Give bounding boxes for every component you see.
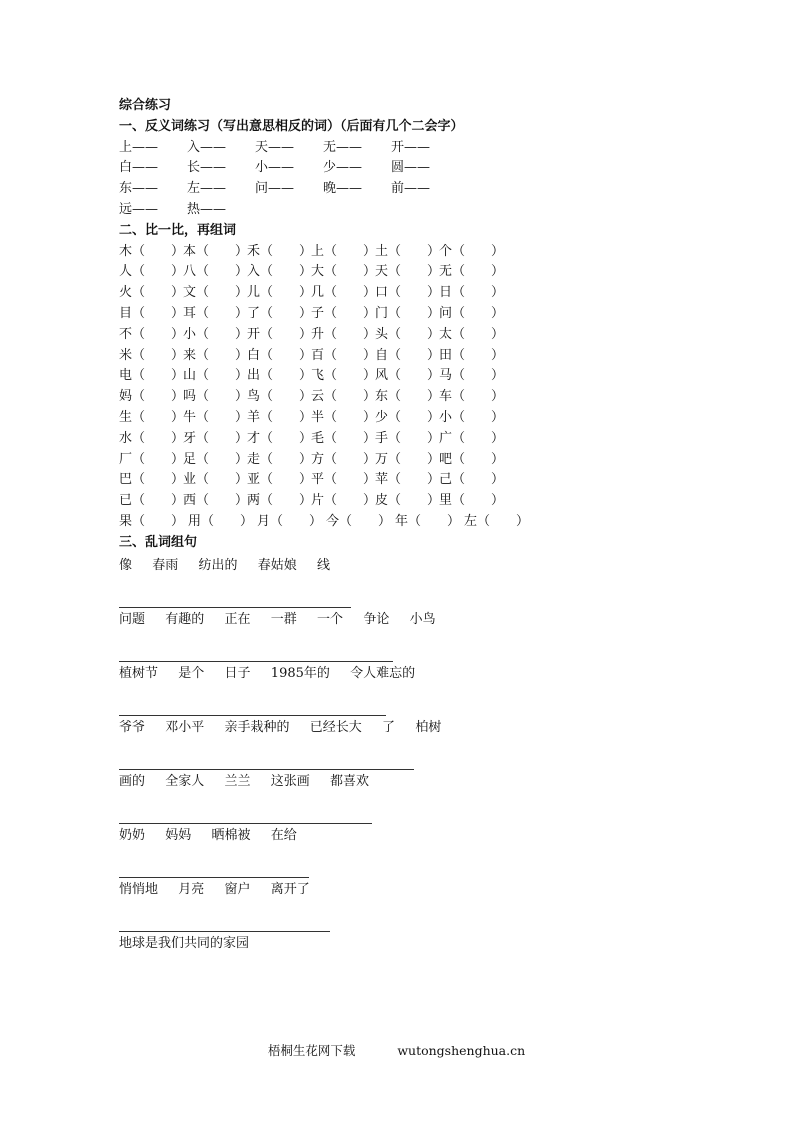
answer-underline: [119, 931, 330, 932]
compare-item[interactable]: 田（ ）: [439, 347, 505, 363]
antonym-item[interactable]: 上——: [119, 139, 159, 155]
antonym-row: [119, 158, 719, 179]
compare-row: [119, 262, 719, 283]
scrambled-sentence: 植树节 是个 日子 1985年的 令人难忘的: [119, 665, 416, 681]
answer-line[interactable]: [119, 738, 719, 770]
section2-heading: 二、比一比，再组词: [119, 222, 237, 238]
answer-underline: [119, 877, 309, 878]
compare-item[interactable]: 半（ ）: [311, 409, 377, 425]
compare-item[interactable]: 升（ ）: [311, 326, 377, 342]
compare-item[interactable]: 个（ ）: [439, 243, 505, 259]
antonym-item[interactable]: 圆——: [391, 160, 431, 176]
answer-line[interactable]: [119, 846, 719, 878]
compare-item[interactable]: 平（ ）: [311, 472, 377, 488]
compare-item[interactable]: 儿（ ）: [247, 285, 313, 301]
compare-item[interactable]: 自（ ）: [375, 347, 441, 363]
antonym-item[interactable]: 晚——: [323, 181, 363, 197]
compare-item[interactable]: 风（ ）: [375, 368, 441, 384]
compare-item[interactable]: 土（ ）: [375, 243, 441, 259]
compare-item[interactable]: 入（ ）: [247, 264, 313, 280]
compare-item[interactable]: 电（ ）: [119, 368, 185, 384]
compare-item[interactable]: 牙（ ）: [183, 430, 249, 446]
compare-item[interactable]: 太（ ）: [439, 326, 505, 342]
compare-item[interactable]: 吗（ ）: [183, 389, 249, 405]
compare-item[interactable]: 上（ ）: [311, 243, 377, 259]
compare-item[interactable]: 少（ ）: [375, 409, 441, 425]
compare-item[interactable]: 西（ ）: [183, 493, 249, 509]
compare-row: [119, 283, 719, 304]
compare-item[interactable]: 业（ ）: [183, 472, 249, 488]
section3-heading: 三、乱词组句: [119, 534, 198, 550]
answer-line[interactable]: [119, 630, 719, 662]
compare-item[interactable]: 文（ ）: [183, 285, 249, 301]
compare-item[interactable]: 木（ ）: [119, 243, 185, 259]
answer-line[interactable]: [119, 684, 719, 716]
antonym-item[interactable]: 小——: [255, 160, 295, 176]
compare-row: [119, 387, 719, 408]
antonym-item[interactable]: 热——: [187, 201, 227, 217]
compare-item[interactable]: 左（ ）: [464, 513, 530, 529]
antonym-item[interactable]: 少——: [323, 160, 363, 176]
compare-item[interactable]: 天（ ）: [375, 264, 441, 280]
scrambled-sentence: 画的 全家人 兰兰 这张画 都喜欢: [119, 773, 370, 789]
antonym-item[interactable]: 远——: [119, 201, 159, 217]
compare-item[interactable]: 今（ ）: [326, 513, 392, 529]
compare-item[interactable]: 片（ ）: [311, 493, 377, 509]
compare-item[interactable]: 耳（ ）: [183, 305, 249, 321]
scrambled-sentence: 问题 有趣的 正在 一群 一个 争论 小鸟: [119, 611, 436, 627]
compare-grid: [119, 242, 719, 533]
scrambled-sentence: 地球是我们共同的家园: [119, 935, 250, 951]
compare-row: [119, 470, 719, 491]
compare-item[interactable]: 日（ ）: [439, 285, 505, 301]
compare-row: [119, 450, 719, 471]
compare-item[interactable]: 八（ ）: [183, 264, 249, 280]
antonym-item[interactable]: 开——: [391, 139, 431, 155]
compare-item[interactable]: 水（ ）: [119, 430, 185, 446]
compare-row: [119, 366, 719, 387]
antonym-item[interactable]: 前——: [391, 181, 431, 197]
antonym-item[interactable]: 入——: [187, 139, 227, 155]
compare-item[interactable]: 大（ ）: [311, 264, 377, 280]
compare-item[interactable]: 人（ ）: [119, 264, 185, 280]
compare-item[interactable]: 羊（ ）: [247, 409, 313, 425]
compare-item[interactable]: 问（ ）: [439, 305, 505, 321]
antonym-row: [119, 138, 719, 159]
compare-item[interactable]: 白（ ）: [247, 347, 313, 363]
compare-item[interactable]: 马（ ）: [439, 368, 505, 384]
compare-item[interactable]: 两（ ）: [247, 493, 313, 509]
compare-item[interactable]: 方（ ）: [311, 451, 377, 467]
compare-item[interactable]: 云（ ）: [311, 389, 377, 405]
compare-item[interactable]: 子（ ）: [311, 305, 377, 321]
footer: [0, 1041, 793, 1059]
compare-item[interactable]: 出（ ）: [247, 368, 313, 384]
compare-item[interactable]: 皮（ ）: [375, 493, 441, 509]
scrambled-sentence: 爷爷 邓小平 亲手栽种的 已经长大 了 柏树: [119, 719, 442, 735]
compare-item[interactable]: 年（ ）: [395, 513, 461, 529]
compare-item[interactable]: 用（ ）: [188, 513, 254, 529]
compare-item[interactable]: 飞（ ）: [311, 368, 377, 384]
compare-row: [119, 491, 719, 512]
compare-item[interactable]: 车（ ）: [439, 389, 505, 405]
antonym-item[interactable]: 无——: [323, 139, 363, 155]
compare-item[interactable]: 几（ ）: [311, 285, 377, 301]
compare-item[interactable]: 鸟（ ）: [247, 389, 313, 405]
footer-url: wutongshenghua.cn: [397, 1043, 526, 1058]
compare-item[interactable]: 生（ ）: [119, 409, 185, 425]
compare-item[interactable]: 毛（ ）: [311, 430, 377, 446]
compare-item[interactable]: 小（ ）: [439, 409, 505, 425]
compare-item[interactable]: 吧（ ）: [439, 451, 505, 467]
compare-item[interactable]: 了（ ）: [247, 305, 313, 321]
compare-item[interactable]: 足（ ）: [183, 451, 249, 467]
footer-source: 梧桐生花网下载: [267, 1043, 356, 1058]
compare-item[interactable]: 苹（ ）: [375, 472, 441, 488]
compare-item[interactable]: 月（ ）: [257, 513, 323, 529]
antonym-item[interactable]: 左——: [187, 181, 227, 197]
answer-underline: [119, 607, 351, 608]
compare-item[interactable]: 手（ ）: [375, 430, 441, 446]
compare-item[interactable]: 不（ ）: [119, 326, 185, 342]
compare-item[interactable]: 牛（ ）: [183, 409, 249, 425]
compare-item[interactable]: 果（ ）: [119, 513, 185, 529]
compare-item[interactable]: 才（ ）: [247, 430, 313, 446]
antonym-row: [119, 200, 719, 221]
compare-item[interactable]: 火（ ）: [119, 285, 185, 301]
compare-row: [119, 408, 719, 429]
scrambled-sentence: 像 春雨 纺出的 春姑娘 线: [119, 557, 331, 573]
compare-item[interactable]: 禾（ ）: [247, 243, 313, 259]
antonym-grid: [119, 138, 719, 221]
answer-line[interactable]: [119, 900, 719, 932]
compare-item[interactable]: 小（ ）: [183, 326, 249, 342]
antonym-item[interactable]: 问——: [255, 181, 295, 197]
compare-item[interactable]: 万（ ）: [375, 451, 441, 467]
compare-item[interactable]: 无（ ）: [439, 264, 505, 280]
compare-item[interactable]: 走（ ）: [247, 451, 313, 467]
compare-item[interactable]: 门（ ）: [375, 305, 441, 321]
compare-item[interactable]: 己（ ）: [439, 472, 505, 488]
answer-underline: [119, 715, 386, 716]
compare-row: [119, 346, 719, 367]
scrambled-sentence: 奶奶 妈妈 晒棉被 在给: [119, 827, 297, 843]
answer-line[interactable]: [119, 792, 719, 824]
compare-item[interactable]: 百（ ）: [311, 347, 377, 363]
compare-item[interactable]: 妈（ ）: [119, 389, 185, 405]
answer-underline: [119, 661, 393, 662]
compare-row: [119, 429, 719, 450]
worksheet: [119, 96, 719, 954]
compare-item[interactable]: 亚（ ）: [247, 472, 313, 488]
compare-item[interactable]: 开（ ）: [247, 326, 313, 342]
compare-item[interactable]: 厂（ ）: [119, 451, 185, 467]
antonym-item[interactable]: 天——: [255, 139, 295, 155]
answer-underline: [119, 823, 372, 824]
antonym-row: [119, 179, 719, 200]
compare-item[interactable]: 巴（ ）: [119, 472, 185, 488]
antonym-item[interactable]: 长——: [187, 160, 227, 176]
compare-item[interactable]: 里（ ）: [439, 493, 505, 509]
sentence-list: [119, 556, 719, 954]
compare-item[interactable]: 已（ ）: [119, 493, 185, 509]
compare-item[interactable]: 目（ ）: [119, 305, 185, 321]
antonym-item[interactable]: 东——: [119, 181, 159, 197]
compare-item[interactable]: 口（ ）: [375, 285, 441, 301]
compare-item[interactable]: 广（ ）: [439, 430, 505, 446]
answer-line[interactable]: [119, 576, 719, 608]
compare-item[interactable]: 米（ ）: [119, 347, 185, 363]
section1-heading: 一、反义词练习（写出意思相反的词）（后面有几个二会字）: [119, 118, 464, 134]
compare-item[interactable]: 来（ ）: [183, 347, 249, 363]
antonym-item[interactable]: 白——: [119, 160, 159, 176]
compare-item[interactable]: 本（ ）: [183, 243, 249, 259]
scrambled-sentence: 悄悄地 月亮 窗户 离开了: [119, 881, 310, 897]
compare-item[interactable]: 头（ ）: [375, 326, 441, 342]
compare-row: [119, 325, 719, 346]
compare-row: [119, 242, 719, 263]
compare-item[interactable]: 东（ ）: [375, 389, 441, 405]
worksheet-title: 综合练习: [119, 98, 172, 113]
compare-row: [119, 304, 719, 325]
compare-item[interactable]: 山（ ）: [183, 368, 249, 384]
answer-underline: [119, 769, 414, 770]
compare-row: [119, 512, 719, 533]
